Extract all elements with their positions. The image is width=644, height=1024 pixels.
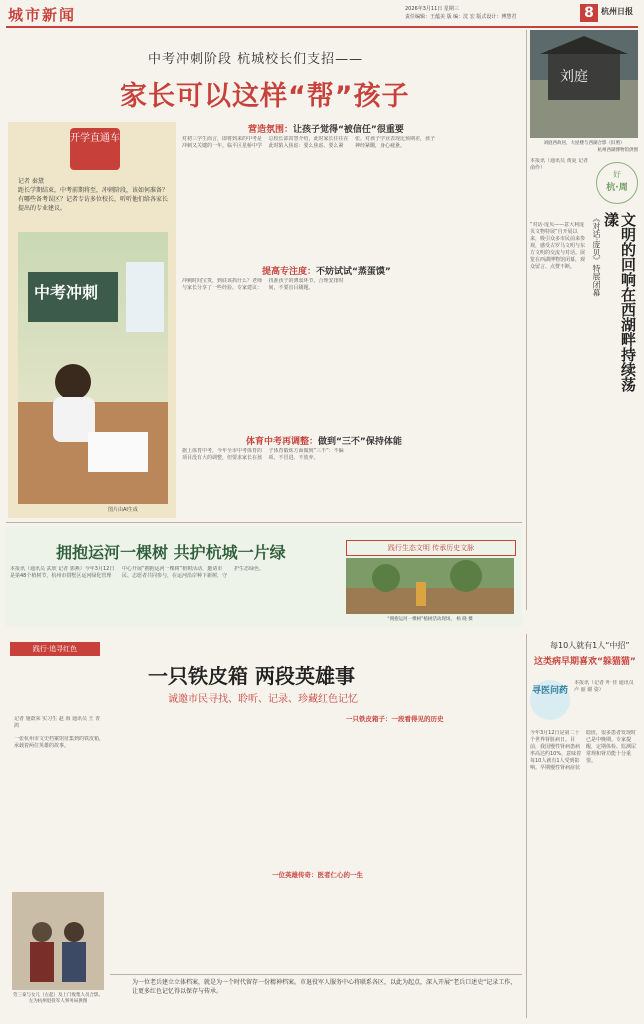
school-bus-badge: 开学直通车 bbox=[70, 128, 120, 170]
heritage-caption: 刘庭西故居，大屋楼与西湖合影（旧照） bbox=[543, 141, 625, 146]
lead-section-2-head bbox=[262, 264, 391, 277]
lead-section-3-rest: 做到“三不”保持体能 bbox=[318, 437, 402, 447]
iron-box-subheadline: 诚邀市民寻找、聆听、记录、珍藏红色记忆 bbox=[168, 694, 358, 705]
lead-section-1-head bbox=[248, 122, 404, 135]
heritage-photo bbox=[530, 30, 638, 138]
disease-byline: 本报讯（记者 叶 佳 通讯员 卢 丽 谢 姿） bbox=[574, 680, 634, 693]
photo-sign: 刘庭 bbox=[560, 69, 588, 85]
lead-section-3-label: 体育中考再调整： bbox=[246, 437, 319, 447]
lead-body-1: 对初三学生而言，即将到来的中考是冲刺又关键的一年。临平区星桥中学总校长邵霄慧介绍，此时家长往往在此时陷入焦虑：要么焦虑、要么紧张。对孩子学业表现比预期差，孩子神经紧绷，身心疲惫。 bbox=[182, 136, 436, 149]
heritage-byline: 本报讯（通讯员 黄夏 记者 俞伶） bbox=[530, 158, 589, 171]
lead-body-3: 据上体育中考，今年全市中考体育的项目没有大的调整，但要求家长在孩子体育锻炼方面做到“三不”：不偏项、不冒进、不放弃。 bbox=[182, 448, 344, 461]
iron-box-section-2: 一位英雄传奇：医者仁心的一生 bbox=[272, 871, 363, 879]
lead-section-2-rest: 不妨试试“蒸蛋馍” bbox=[316, 267, 391, 277]
canal-tag: 践行生态文明 传承历史文脉 bbox=[346, 540, 516, 556]
lead-byline: 记者 秦黛 bbox=[18, 178, 44, 185]
student-head bbox=[55, 364, 91, 400]
good-hangzhou-logo bbox=[596, 162, 638, 204]
canal-headline: 拥抱运河一棵树 共护杭城一片绿 bbox=[56, 543, 286, 562]
canal-byline: 本报讯（通讯员 武欣 记者 郭燕） bbox=[10, 566, 85, 572]
editors-line: 责任编辑：王蕴美 版 编：沈 宏 版式设计：傅慧君 bbox=[405, 14, 517, 20]
tree-2 bbox=[450, 560, 482, 592]
heritage-headline: 文明的回响在西湖畔持续荡漾 bbox=[602, 212, 637, 392]
illustration-svg bbox=[18, 232, 168, 504]
window bbox=[126, 262, 164, 332]
tree-planting-photo bbox=[346, 558, 514, 614]
iron-box-tag: 践行·追寻红色 bbox=[10, 642, 100, 656]
lead-section-1-label: 营造氛围： bbox=[248, 125, 294, 135]
volunteer bbox=[416, 582, 426, 606]
veteran-photo-svg bbox=[12, 892, 104, 990]
iron-box-body-1 bbox=[110, 726, 522, 846]
lead-section-1-rest: 让孩子觉得“被信任”很重要 bbox=[293, 125, 404, 135]
illustration-credit: 图片由AI生成 bbox=[108, 507, 138, 513]
room-wall bbox=[12, 892, 104, 990]
disease-body: 今年3月12日是第二十个世界肾脏病日。目前，我国慢性肾病患病率高达约10%，意味着每10人就有1人受到影响。早期慢性肾病症状隐匿，很多患者发现时已是中晚期。专家提醒，定期体检、监测尿常规和肾功能十分重要。 bbox=[530, 730, 637, 771]
veteran-photo-caption: 劳三泰与女儿（左起）及上门收集人员合影。左为杭州退役军人事务局供图 bbox=[13, 993, 103, 1004]
right-column-divider bbox=[526, 30, 527, 610]
canal-photo-caption: “拥抱运河一棵树”植树活动现场。 杨 晓 摄 bbox=[387, 617, 473, 622]
person-2-body bbox=[62, 942, 86, 982]
find-doctor-badge: 寻医问药 bbox=[530, 680, 570, 720]
person-2-head bbox=[64, 922, 84, 942]
canal-text: 今年3月12日是第48个植树节，杭州市拱墅区运河绿化管理中心开展“拥抱运河一棵树”植树活动，邀请市民、志愿者共同参与，在运河沿岸种下新树，守护生态绿色。 bbox=[10, 566, 265, 579]
bottom-right-divider bbox=[526, 634, 527, 1018]
iron-box-byline: 记者 施歆荣 实习生 赵 海 通讯员 王 青 鸿 bbox=[14, 716, 101, 729]
logo-small-text: 好 bbox=[613, 170, 621, 179]
logo-big-text: 杭·周 bbox=[606, 183, 628, 193]
iron-box-footer: 为一位老兵建立立体档案，就是为一个时代留存一份精神档案。市退役军人服务中心将联系各区，以此为起点，深入开展“老兵口述史”记录工作，让更多红色记忆得以保存与传承。 bbox=[132, 979, 517, 995]
disease-headline: 这类病早期喜欢“躲猫猫” bbox=[534, 657, 636, 667]
lead-headline: 家长可以这样“帮”孩子 bbox=[120, 81, 410, 112]
paper-logo: 杭州日报 bbox=[601, 7, 633, 16]
editor-note-label bbox=[110, 978, 130, 1018]
heritage-subhead: 《对话·庞贝》特展闭幕 bbox=[592, 214, 601, 297]
header-rule bbox=[6, 26, 638, 28]
iron-box-headline: 一只铁皮箱 两段英雄事 bbox=[148, 664, 355, 688]
lead-sidebar-box bbox=[8, 122, 176, 518]
lead-kicker: 中考冲刺阶段 杭城校长们支招—— bbox=[148, 52, 364, 67]
iron-box-intro: 一张杭州市文史档案馆征集到的铁皮箱，承载着两位英雄的故事。 bbox=[14, 736, 104, 749]
iron-box-body-2 bbox=[110, 882, 522, 970]
person-1-head bbox=[32, 922, 52, 942]
roof bbox=[540, 36, 628, 54]
section-title: 城市新闻 bbox=[8, 6, 77, 24]
canal-body bbox=[10, 566, 340, 622]
footer-rule bbox=[110, 974, 522, 975]
canal-top-rule bbox=[6, 522, 522, 523]
tree-planting-svg bbox=[346, 558, 514, 614]
tree-1 bbox=[372, 564, 400, 592]
date-line: 2026年3月11日 星期三 bbox=[405, 6, 459, 12]
heritage-credit: 杭州西湖博物馆供图 bbox=[597, 148, 638, 153]
soil bbox=[346, 588, 514, 614]
open-book bbox=[88, 432, 148, 472]
classroom-illustration bbox=[18, 232, 168, 504]
lead-intro: 距长学期结束，中考前期将至，冲刺阶段，该如何准备？有哪些备考误区？记者专访多位校长，听听他们给各家长提出的专业建议。 bbox=[18, 187, 168, 212]
page-number: 8 bbox=[580, 4, 598, 22]
blackboard-text: 中考冲刺 bbox=[34, 283, 99, 302]
veteran-family-photo bbox=[12, 892, 104, 990]
disease-stat: 每10人就有1人“中招” bbox=[550, 641, 630, 650]
iron-box-section-1: 一只铁皮箱子：一段看得见的历史 bbox=[346, 715, 444, 723]
lead-section-2-label: 提高专注度： bbox=[262, 267, 317, 277]
person-1-body bbox=[30, 942, 54, 982]
lead-section-3-head bbox=[246, 434, 402, 447]
lead-body-2: 冲刺时间宝贵，到底该抓什么？老师与家长分享了一些经验。专家建议：找准孩子的薄弱环节，合理安排时间，不要盲目刷题。 bbox=[182, 278, 344, 291]
heritage-body: “对话·庞贝——意大利庞贝文物特展”自开展以来，吸引众多市民前来参观，感受古罗马文明与东方文明的交流与对话。展览在西湖博物馆闭幕，观众留言、点赞不断。 bbox=[530, 222, 586, 270]
